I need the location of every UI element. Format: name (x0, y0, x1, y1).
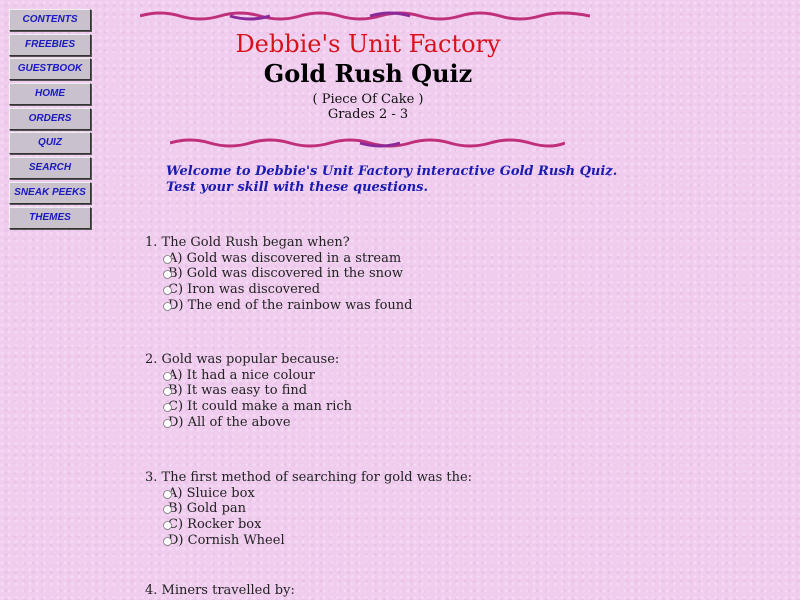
answer-radio[interactable] (163, 506, 172, 515)
answer-label: D) The end of the rainbow was found (168, 297, 413, 313)
vine-divider-bottom (170, 137, 565, 149)
nav-contents[interactable]: CONTENTS (9, 9, 91, 31)
nav-guestbook[interactable]: GUESTBOOK (9, 58, 91, 80)
grades: Grades 2 - 3 (327, 107, 409, 122)
nav-search[interactable]: SEARCH (9, 157, 91, 179)
question-text: 3. The first method of searching for gold was the: (145, 470, 473, 485)
question-text: 2. Gold was popular because: (145, 352, 340, 367)
question-text: 4. Miners travelled by: (145, 583, 295, 598)
site-title: Debbie's Unit Factory (235, 30, 501, 58)
question (145, 583, 295, 599)
answer-option[interactable] (145, 266, 413, 282)
answer-radio[interactable] (163, 419, 172, 428)
page-title: Gold Rush Quiz (263, 59, 473, 88)
answer-label: A) Gold was discovered in a stream (168, 250, 402, 266)
answer-label: C) It could make a man rich (168, 399, 353, 415)
welcome-text: Welcome to Debbie's Unit Factory interactive Gold Rush Quiz. Test your skill with these questions. (166, 164, 618, 195)
answer-option[interactable] (145, 368, 352, 384)
answer-radio[interactable] (163, 255, 172, 264)
nav-freebies[interactable]: FREEBIES (9, 34, 91, 56)
answer-label: A) Sluice box (168, 485, 255, 501)
question-text: 1. The Gold Rush began when? (145, 235, 350, 250)
answer-radio[interactable] (163, 537, 172, 546)
answer-radio[interactable] (163, 286, 172, 295)
answer-radio[interactable] (163, 388, 172, 397)
answer-label: C) Rocker box (168, 517, 262, 533)
answer-radio[interactable] (163, 490, 172, 499)
answer-label: B) Gold pan (168, 501, 247, 517)
answer-option[interactable] (145, 517, 472, 533)
answer-label: B) It was easy to find (168, 383, 308, 399)
vine-divider-top (140, 10, 590, 22)
nav-home[interactable]: HOME (9, 83, 91, 105)
nav-quiz[interactable]: QUIZ (9, 132, 91, 154)
answer-radio[interactable] (163, 271, 172, 280)
answer-option[interactable] (145, 533, 472, 549)
answer-label: A) It had a nice colour (168, 367, 315, 383)
answer-option[interactable] (145, 501, 472, 517)
answer-option[interactable] (145, 282, 413, 298)
answer-radio[interactable] (163, 372, 172, 381)
answer-label: C) Iron was discovered (168, 282, 321, 298)
answer-option[interactable] (145, 399, 352, 415)
answer-label: D) All of the above (168, 414, 291, 430)
answer-radio[interactable] (163, 302, 172, 311)
answer-option[interactable] (145, 251, 413, 267)
answer-radio[interactable] (163, 403, 172, 412)
question (145, 352, 352, 431)
answer-option[interactable] (145, 298, 413, 314)
answer-label: B) Gold was discovered in the snow (168, 266, 404, 282)
question (145, 470, 472, 549)
difficulty: ( Piece Of Cake ) (312, 92, 424, 107)
nav-sneak-peeks[interactable]: SNEAK PEEKS (9, 182, 91, 204)
nav-themes[interactable]: THEMES (9, 207, 91, 229)
answer-label: D) Cornish Wheel (168, 532, 285, 548)
nav-orders[interactable]: ORDERS (9, 108, 91, 130)
answer-option[interactable] (145, 486, 472, 502)
question (145, 235, 413, 314)
answer-option[interactable] (145, 383, 352, 399)
answer-radio[interactable] (163, 521, 172, 530)
answer-option[interactable] (145, 415, 352, 431)
